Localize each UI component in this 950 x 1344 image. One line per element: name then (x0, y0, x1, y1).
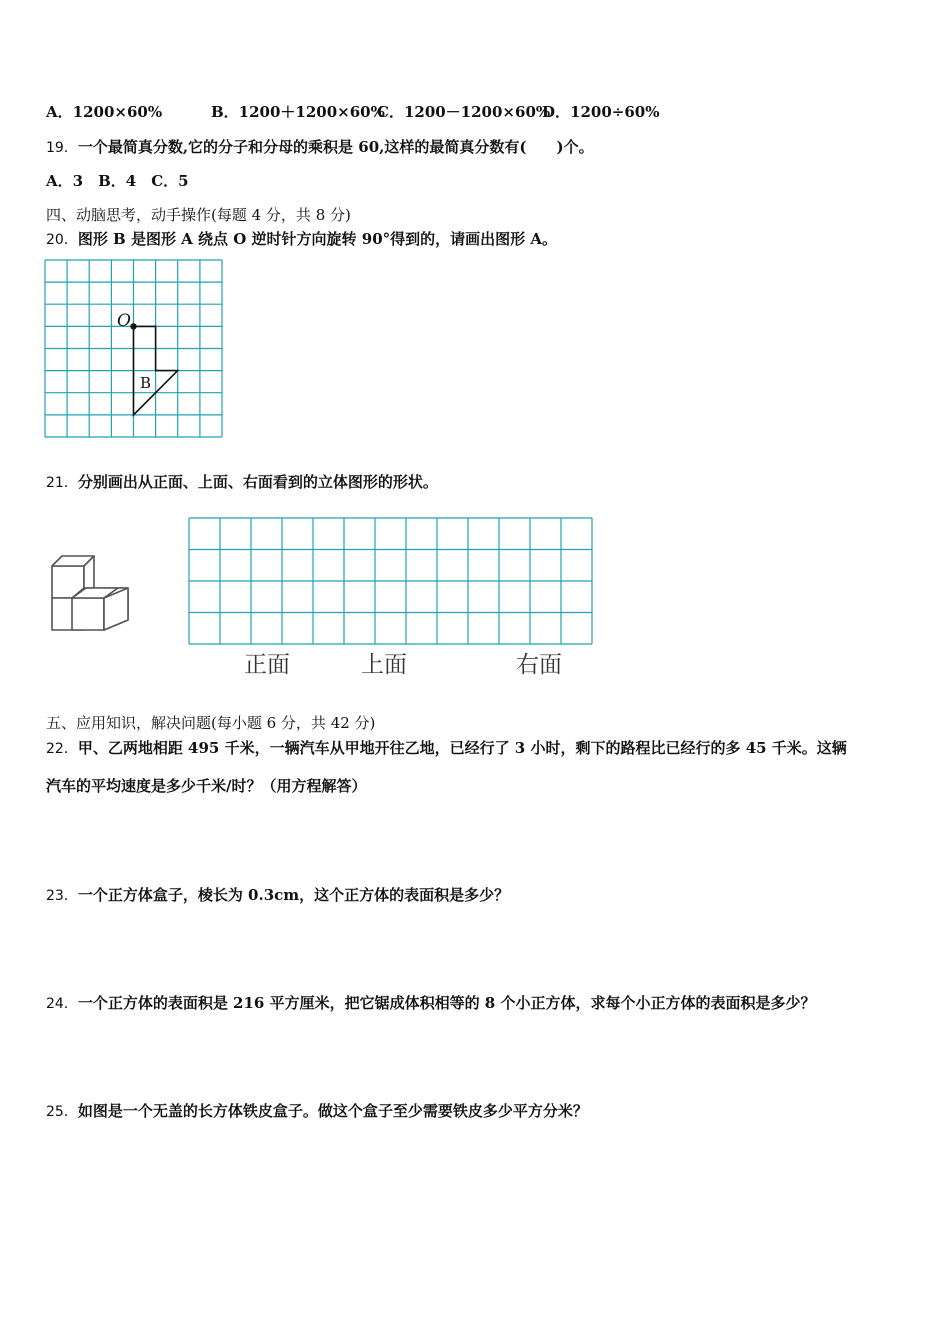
shape-b-label: B (140, 374, 152, 392)
view-label-right: 右面 (516, 652, 562, 678)
q25-text: 如图是一个无盖的长方体铁皮盒子。做这个盒子至少需要铁皮多少平方分米？ (77, 1102, 588, 1120)
q18-options (46, 102, 659, 122)
q21-number: 21． (46, 475, 78, 491)
point-o-label: O (117, 311, 131, 331)
q18-option-a: A．1200×60% (46, 103, 163, 121)
q19-question (46, 137, 594, 158)
q23-number: 23． (46, 888, 78, 904)
q22-text-line2: 汽车的平均速度是多少千米/时？（用方程解答） (46, 777, 367, 795)
q18-option-b: B．1200＋1200×60% (211, 103, 385, 121)
q20-text: 图形 B 是图形 A 绕点 O 逆时针方向旋转 90°得到的，请画出图形 A。 (77, 230, 558, 248)
q19-options: A．3 B．4 C．5 (46, 172, 189, 190)
view-label-front: 正面 (244, 652, 290, 678)
q24-question (46, 993, 815, 1014)
view-label-top: 上面 (361, 652, 407, 678)
q18-option-c: C．1200－1200×60% (377, 103, 551, 121)
q22-question (46, 738, 847, 759)
section-5-title: 五、应用知识，解决问题(每小题 6 分，共 42 分) (46, 714, 376, 732)
q24-number: 24． (46, 996, 78, 1012)
q20-number: 20． (46, 232, 78, 248)
q24-text: 一个正方体的表面积是 216 平方厘米，把它锯成体积相等的 8 个小正方体，求每个小正方体的表面积是多少？ (77, 994, 816, 1012)
q25-question (46, 1101, 588, 1122)
section-4-title: 四、动脑思考，动手操作(每题 4 分，共 8 分) (46, 206, 351, 224)
q21-text: 分别画出从正面、上面、右面看到的立体图形的形状。 (77, 473, 438, 491)
point-o (130, 323, 136, 329)
q21-question (46, 472, 438, 493)
q20-grid-figure (45, 260, 225, 440)
cube-stack-figure (46, 552, 136, 642)
q21-grid (189, 518, 592, 644)
q19-text: 一个最简真分数,它的分子和分母的乘积是 60,这样的最简真分数有( )个。 (77, 138, 594, 156)
q23-question (46, 885, 509, 906)
q21-answer-grid (189, 518, 594, 648)
q22-number: 22． (46, 741, 78, 757)
q18-option-d: D．1200÷60% (542, 103, 660, 121)
q22-text-line1: 甲、乙两地相距 495 千米，一辆汽车从甲地开往乙地，已经行了 3 小时，剩下的路程比已经行的多 45 千米。这辆 (77, 739, 847, 757)
q23-text: 一个正方体盒子，棱长为 0.3cm，这个正方体的表面积是多少？ (77, 886, 510, 904)
q20-question (46, 229, 557, 250)
q19-number: 19． (46, 140, 78, 156)
q25-number: 25． (46, 1104, 78, 1120)
